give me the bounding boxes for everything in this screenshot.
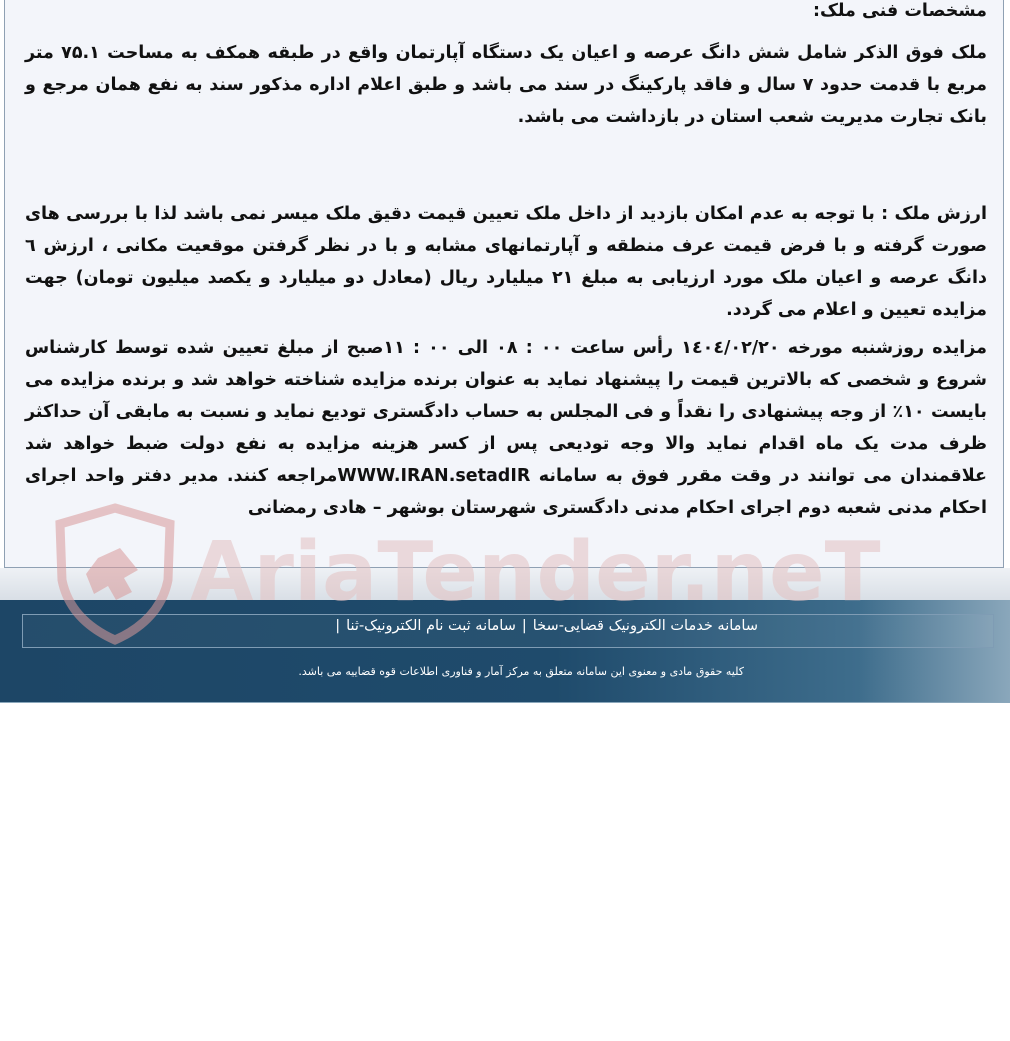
watermark-text: AriaTender.neT: [190, 525, 881, 620]
property-specs-paragraph: ملک فوق الذکر شامل شش دانگ عرصه و اعیان یک دستگاه آپارتمان واقع در طبقه همکف به مساحت ۷۵.۱ متر مربع با قدمت حدود ۷ سال و فاقد پارکینگ در سند می باشد و طبق اعلام اداره مذکور سند به نفع همان مرجع و بانک تجارت مدیریت شعب استان در بازداشت می باشد.: [25, 43, 987, 127]
footer-link-sana[interactable]: سامانه ثبت نام الکترونیک-ثنا: [346, 618, 516, 634]
page-gap: [0, 568, 1010, 600]
auction-paragraph: مزایده روزشنبه مورخه ۱٤۰٤/۰۲/۲۰ رأس ساعت ۰۰ : ۰۸ الی ۰۰ : ۱۱صبح از مبلغ تعیین شده توسط کارشناس شروع و شخصی که بالاترین قیمت را پیشنهاد نماید به عنوان برنده مزایده شناخته خواهد شد و برنده مزایده می بایست ۱۰٪ از وجه پیشنهادی را نقداً و فی المجلس به حساب دادگستری توديع نماید و نسبت به مابقی آن حداکثر ظرف مدت یک ماه اقدام نماید والا وجه توديعی پس از کسر هزینه مزایده به نفع دولت ضبط خواهد شد علاقمندان می توانند در وقت مقرر فوق به سامانه WWW.IRAN.setadIRمراجعه کنند. مدیر دفتر واحد اجرای احکام مدنی شعبه دوم اجرای احکام مدنی دادگستری شهرستان بوشهر – هادی رمضانی: [25, 338, 988, 518]
valuation-paragraph: ارزش ملک : با توجه به عدم امکان بازدید از داخل ملک تعیین قیمت دقیق ملک میسر نمی باشد لذا با بررسی های صورت گرفته و با فرض قیمت عرف منطقه و آپارتمانهای مشابه و با در نظر گرفتن موقعیت مکانی ، ارزش ٦ دانگ عرصه و اعیان ملک مورد ارزیابی به مبلغ ۲۱ میلیارد ریال (معادل دو میلیارد و یکصد میلیون تومان) جهت مزایده تعیین و اعلام می گردد.: [25, 204, 987, 320]
footer-link-sakha[interactable]: سامانه خدمات الکترونیک قضایی-سخا: [532, 618, 758, 634]
footer-separator: |: [521, 618, 527, 634]
section-title: مشخصات فنی ملک:: [812, 1, 987, 21]
site-footer: [0, 600, 1010, 703]
footer-separator: |: [335, 618, 341, 634]
document-panel: [4, 0, 1004, 620]
footer-links: [329, 618, 758, 634]
document-text: [25, 0, 987, 524]
footer-copyright: کلیه حقوق مادی و معنوی این سامانه متعلق به مرکز آمار و فناوری اطلاعات قوه قضاییه می باشد.: [298, 665, 744, 678]
